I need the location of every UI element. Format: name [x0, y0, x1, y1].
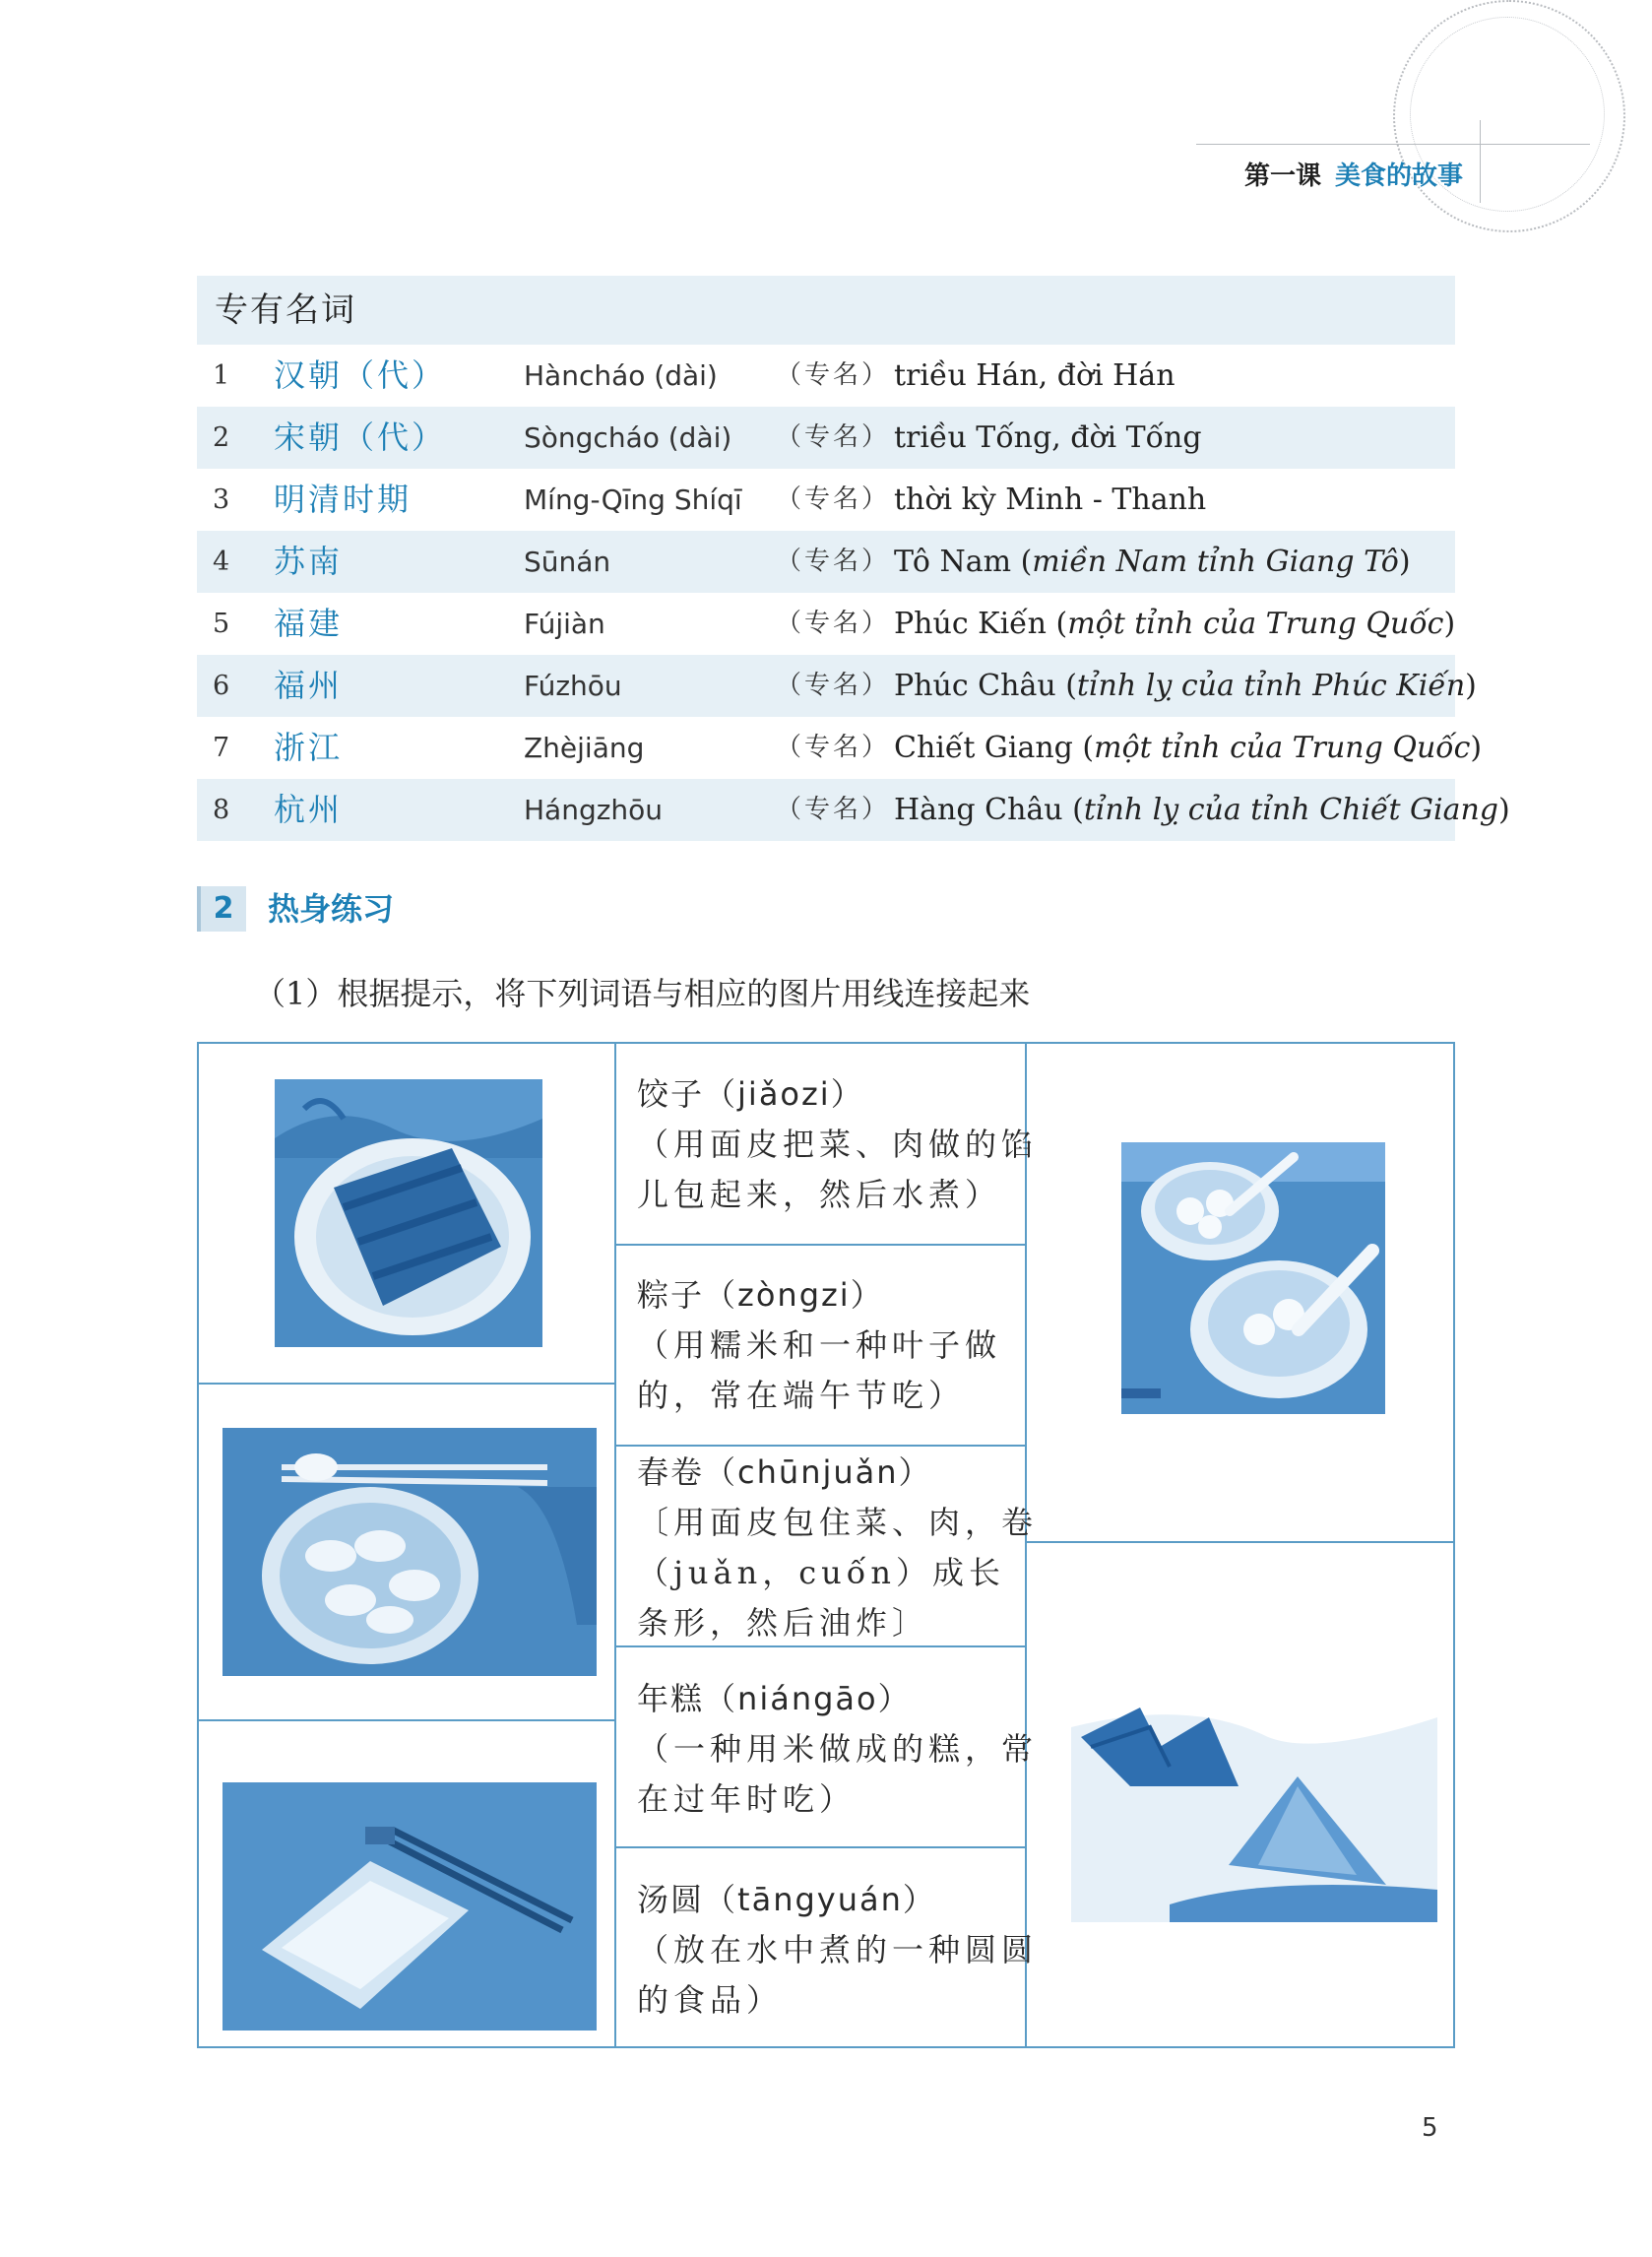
word-description: （用糯米和一种叶子做的，常在端午节吃）	[637, 1326, 1002, 1414]
term-part-of-speech: （专名）	[776, 360, 891, 390]
term-translation: Tô Nam (miền Nam tỉnh Giang Tô)	[894, 545, 1411, 579]
word-description: （用面皮把菜、肉做的馅儿包起来，然后水煮）	[637, 1126, 1039, 1213]
proper-nouns-table	[197, 276, 1510, 841]
term-translation: Phúc Châu (tỉnh lỵ của tỉnh Phúc Kiến)	[894, 669, 1477, 703]
lesson-title: 美食的故事	[1334, 161, 1463, 191]
word-pinyin: zòngzi	[737, 1276, 851, 1314]
term-pinyin: Fújiàn	[524, 608, 605, 640]
header-rule	[1196, 144, 1590, 145]
term-pinyin: Fúzhōu	[524, 670, 622, 702]
word-pinyin: tāngyuán	[737, 1881, 903, 1918]
term-translation: Chiết Giang (một tỉnh của Trung Quốc)	[894, 731, 1483, 765]
dumplings-photo	[222, 1428, 597, 1676]
word-card-jiaozi: 饺子（jiǎozi） （用面皮把菜、肉做的馅儿包起来，然后水煮）	[637, 1069, 1041, 1220]
grid-divider	[1025, 1541, 1455, 1543]
word-hanzi: 春卷	[637, 1453, 705, 1491]
grid-divider	[199, 1719, 614, 1721]
term-pinyin: Sòngcháo (dài)	[524, 421, 732, 454]
term-number: 3	[213, 484, 230, 515]
rice-cake-photo	[222, 1782, 597, 2031]
term-part-of-speech: （专名）	[776, 422, 891, 452]
term-pinyin: Sūnán	[524, 546, 611, 578]
term-row	[197, 531, 1455, 593]
term-hanzi: 浙江	[274, 729, 344, 766]
term-pinyin: Hàncháo (dài)	[524, 359, 718, 392]
term-row	[197, 407, 1455, 469]
term-number: 5	[213, 609, 230, 639]
term-part-of-speech: （专名）	[776, 733, 891, 762]
term-part-of-speech: （专名）	[776, 671, 891, 700]
term-row	[197, 469, 1455, 531]
word-hanzi: 饺子	[637, 1075, 705, 1113]
term-number: 7	[213, 733, 230, 763]
word-description: （放在水中煮的一种圆圆的食品）	[637, 1931, 1039, 2019]
term-number: 6	[213, 671, 230, 701]
term-number: 1	[213, 360, 230, 391]
exercise-instruction: （1）根据提示，将下列词语与相应的图片用线连接起来	[254, 975, 1031, 1012]
term-row	[197, 717, 1483, 779]
term-pinyin: Zhèjiāng	[524, 732, 645, 764]
word-hanzi: 汤圆	[637, 1881, 705, 1918]
header-tick	[1480, 120, 1481, 203]
grid-divider	[199, 1383, 614, 1385]
term-translation: triều Tống, đời Tống	[894, 420, 1202, 455]
matching-exercise-grid	[197, 1042, 1455, 2048]
term-hanzi: 宋朝（代）	[274, 419, 447, 456]
grid-divider	[614, 1044, 616, 2046]
term-number: 4	[213, 547, 230, 577]
term-row	[197, 593, 1455, 655]
term-translation: thời kỳ Minh - Thanh	[894, 483, 1207, 517]
term-row	[197, 345, 1455, 407]
lesson-header	[1244, 156, 1463, 192]
word-pinyin: chūnjuǎn	[737, 1453, 899, 1491]
word-hanzi: 年糕	[637, 1680, 705, 1717]
term-number: 8	[213, 795, 230, 825]
word-card-niangao: 年糕（niángāo） （一种用米做成的糕，常在过年时吃）	[637, 1674, 1041, 1825]
word-card-tangyuan: 汤圆（tāngyuán） （放在水中煮的一种圆圆的食品）	[637, 1875, 1041, 2026]
term-number: 2	[213, 422, 230, 453]
word-card-zongzi: 粽子（zòngzi） （用糯米和一种叶子做的，常在端午节吃）	[637, 1270, 1041, 1421]
word-pinyin: jiǎozi	[737, 1075, 831, 1113]
term-hanzi: 福建	[274, 605, 344, 642]
term-row	[197, 655, 1477, 717]
term-hanzi: 福州	[274, 667, 344, 704]
word-pinyin: niángāo	[737, 1680, 878, 1717]
section-title: 热身练习	[268, 890, 395, 928]
word-description: （一种用米做成的糕，常在过年时吃）	[637, 1730, 1039, 1818]
tangyuan-photo	[1121, 1142, 1385, 1414]
zongzi-photo	[1071, 1678, 1437, 1922]
term-part-of-speech: （专名）	[776, 795, 891, 824]
term-part-of-speech: （专名）	[776, 484, 891, 514]
term-row	[197, 779, 1510, 841]
word-hanzi: 粽子	[637, 1276, 705, 1314]
term-hanzi: 汉朝（代）	[274, 356, 447, 394]
grid-divider	[614, 1244, 1025, 1246]
term-translation: Hàng Châu (tỉnh lỵ của tỉnh Chiết Giang)	[894, 793, 1510, 827]
term-hanzi: 明清时期	[274, 481, 413, 518]
word-card-chunjuan: 春卷（chūnjuǎn） 〔用面皮包住菜、肉，卷（juǎn，cuốn）成长条形，然后油炸〕	[637, 1448, 1041, 1648]
grid-divider	[614, 1445, 1025, 1447]
lesson-number: 第一课	[1243, 161, 1321, 191]
proper-nouns-heading: 专有名词	[197, 276, 1455, 345]
word-description: 〔用面皮包住菜、肉，卷（juǎn，cuốn）成长条形，然后油炸〕	[637, 1504, 1039, 1642]
term-part-of-speech: （专名）	[776, 547, 891, 576]
term-hanzi: 杭州	[274, 791, 344, 828]
term-pinyin: Míng-Qīng Shíqī	[524, 484, 742, 516]
term-translation: triều Hán, đời Hán	[894, 358, 1175, 393]
term-hanzi: 苏南	[274, 543, 344, 580]
page-number: 5	[1422, 2113, 1438, 2143]
term-translation: Phúc Kiến (một tỉnh của Trung Quốc)	[894, 607, 1456, 641]
term-pinyin: Hángzhōu	[524, 794, 664, 826]
section-number-badge: 2	[197, 886, 246, 932]
grid-divider	[614, 1846, 1025, 1848]
spring-rolls-photo	[275, 1079, 542, 1347]
term-part-of-speech: （专名）	[776, 609, 891, 638]
